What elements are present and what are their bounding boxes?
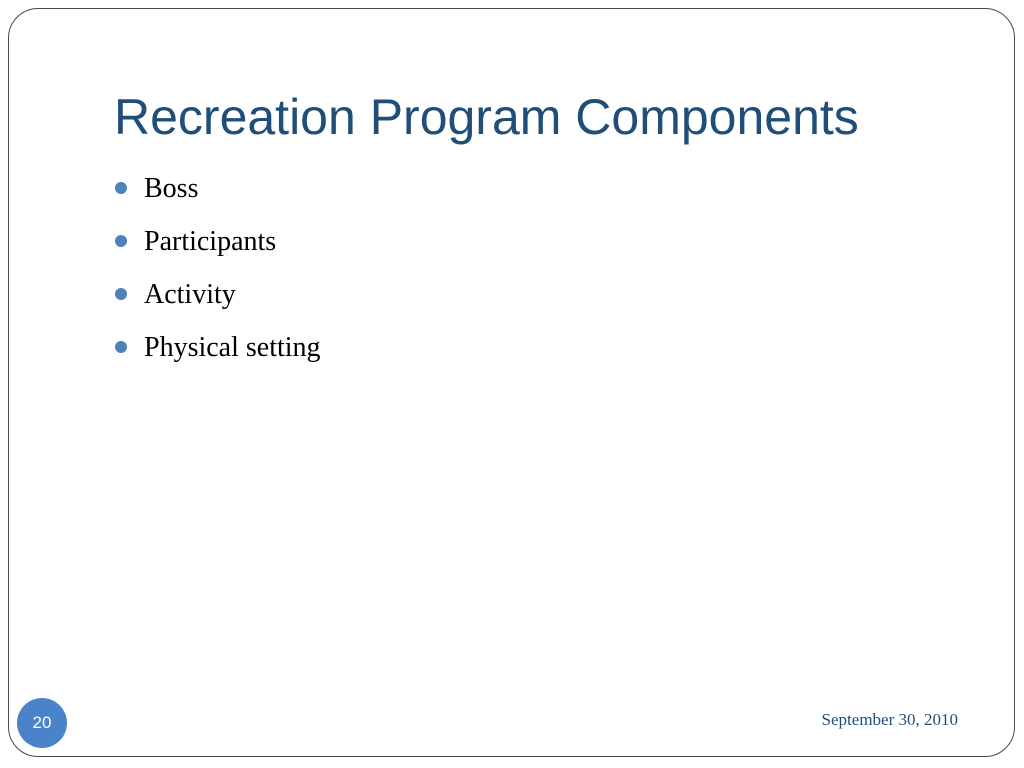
bullet-item bbox=[114, 274, 321, 327]
bullet-text: Participants bbox=[144, 226, 277, 257]
bullet-text: Physical setting bbox=[144, 332, 321, 363]
footer-date: September 30, 2010 bbox=[821, 710, 958, 729]
bullet-dot-icon bbox=[115, 182, 127, 194]
bullet-dot-icon bbox=[115, 341, 127, 353]
bullet-dot-icon bbox=[115, 288, 127, 300]
bullet-text: Activity bbox=[144, 279, 236, 310]
slide-title: Recreation Program Components bbox=[114, 89, 859, 145]
bullet-text: Boss bbox=[144, 173, 199, 204]
slide-number-badge: 20 bbox=[17, 698, 67, 748]
bullet-item bbox=[114, 221, 321, 274]
bullet-item bbox=[114, 168, 321, 221]
bullet-list bbox=[114, 168, 321, 380]
bullet-dot-icon bbox=[115, 235, 127, 247]
bullet-item bbox=[114, 327, 321, 380]
